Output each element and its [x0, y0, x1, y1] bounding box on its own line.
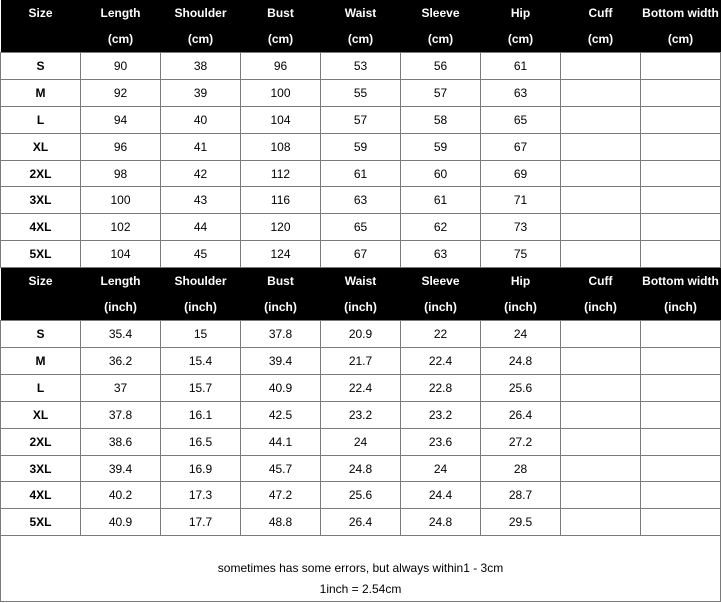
column-unit: (cm)	[161, 26, 241, 53]
size-label: 4XL	[1, 214, 81, 241]
table-cell: 61	[401, 187, 481, 214]
table-cell: 24.8	[481, 348, 561, 375]
column-unit	[1, 26, 81, 53]
table-cell: 23.6	[401, 428, 481, 455]
size-label: 4XL	[1, 482, 81, 509]
size-label: XL	[1, 401, 81, 428]
table-cell	[641, 428, 721, 455]
table-cell: 60	[401, 160, 481, 187]
column-header: Length	[81, 268, 161, 294]
size-label: M	[1, 348, 81, 375]
table-cell	[561, 241, 641, 268]
table-cell: 100	[241, 79, 321, 106]
table-cell: 39	[161, 79, 241, 106]
table-cell: 16.5	[161, 428, 241, 455]
column-header: Bottom width	[641, 268, 721, 294]
size-table-inch	[0, 268, 721, 536]
table-cell: 41	[161, 133, 241, 160]
table-cell: 57	[321, 106, 401, 133]
column-unit: (cm)	[81, 26, 161, 53]
table-row	[1, 455, 721, 482]
table-cell	[641, 401, 721, 428]
table-cell: 24.8	[401, 509, 481, 536]
header-row-names	[1, 268, 721, 294]
column-header: Size	[1, 0, 81, 26]
table-cell: 71	[481, 187, 561, 214]
table-cell: 25.6	[481, 374, 561, 401]
table-cell: 45	[161, 241, 241, 268]
table-cell	[641, 374, 721, 401]
table-cell: 24	[401, 455, 481, 482]
table-cell: 104	[81, 241, 161, 268]
table-cell: 44.1	[241, 428, 321, 455]
table-cell: 27.2	[481, 428, 561, 455]
table-cell	[641, 455, 721, 482]
column-unit: (cm)	[561, 26, 641, 53]
size-label: 3XL	[1, 455, 81, 482]
table-row	[1, 374, 721, 401]
column-header: Bust	[241, 0, 321, 26]
column-header: Size	[1, 268, 81, 294]
size-label: 5XL	[1, 509, 81, 536]
column-header: Shoulder	[161, 268, 241, 294]
table-row	[1, 79, 721, 106]
column-header: Sleeve	[401, 0, 481, 26]
column-unit: (inch)	[241, 294, 321, 321]
table-cell: 48.8	[241, 509, 321, 536]
column-unit: (inch)	[561, 294, 641, 321]
column-unit: (cm)	[481, 26, 561, 53]
table-cell: 15	[161, 321, 241, 348]
table-cell: 25.6	[321, 482, 401, 509]
table-cell	[561, 214, 641, 241]
table-cell: 40.9	[241, 374, 321, 401]
table-cell	[561, 455, 641, 482]
table-cell: 53	[321, 53, 401, 80]
table-cell: 65	[321, 214, 401, 241]
table-cell: 61	[321, 160, 401, 187]
table-cell: 24	[481, 321, 561, 348]
column-unit: (inch)	[161, 294, 241, 321]
table-cell: 75	[481, 241, 561, 268]
table-row	[1, 241, 721, 268]
table-cell: 61	[481, 53, 561, 80]
table-row	[1, 160, 721, 187]
table-cell: 37.8	[241, 321, 321, 348]
size-label: 3XL	[1, 187, 81, 214]
table-cell: 40.9	[81, 509, 161, 536]
table-cell: 38	[161, 53, 241, 80]
table-cell: 16.9	[161, 455, 241, 482]
table-cell: 59	[321, 133, 401, 160]
table-cell: 40.2	[81, 482, 161, 509]
column-header: Waist	[321, 0, 401, 26]
measurement-note	[0, 534, 721, 602]
column-header: Sleeve	[401, 268, 481, 294]
table-cell: 104	[241, 106, 321, 133]
table-cell: 67	[481, 133, 561, 160]
table-row	[1, 214, 721, 241]
table-cell: 62	[401, 214, 481, 241]
table-cell: 94	[81, 106, 161, 133]
table-cell: 17.3	[161, 482, 241, 509]
column-unit: (inch)	[481, 294, 561, 321]
table-cell: 24.4	[401, 482, 481, 509]
table-cell: 44	[161, 214, 241, 241]
table-row	[1, 482, 721, 509]
table-cell: 36.2	[81, 348, 161, 375]
header-row-names	[1, 0, 721, 26]
table-cell	[641, 133, 721, 160]
table-row	[1, 187, 721, 214]
table-cell: 55	[321, 79, 401, 106]
conversion-note: 1inch = 2.54cm	[319, 582, 402, 596]
column-unit	[1, 294, 81, 321]
column-unit: (cm)	[321, 26, 401, 53]
table-cell: 39.4	[241, 348, 321, 375]
table-cell	[641, 79, 721, 106]
table-cell: 116	[241, 187, 321, 214]
table-cell: 59	[401, 133, 481, 160]
table-cell: 63	[481, 79, 561, 106]
table-cell	[641, 187, 721, 214]
table-row	[1, 133, 721, 160]
column-unit: (inch)	[321, 294, 401, 321]
table-cell	[641, 509, 721, 536]
table-row	[1, 428, 721, 455]
table-cell: 58	[401, 106, 481, 133]
table-cell: 56	[401, 53, 481, 80]
table-cell: 42.5	[241, 401, 321, 428]
column-header: Shoulder	[161, 0, 241, 26]
table-cell: 38.6	[81, 428, 161, 455]
column-header: Hip	[481, 0, 561, 26]
column-unit: (cm)	[401, 26, 481, 53]
table-cell: 65	[481, 106, 561, 133]
header-row-units	[1, 26, 721, 53]
table-cell: 37.8	[81, 401, 161, 428]
table-cell: 67	[321, 241, 401, 268]
table-cell: 40	[161, 106, 241, 133]
table-cell: 63	[401, 241, 481, 268]
table-cell	[561, 509, 641, 536]
table-cell: 112	[241, 160, 321, 187]
column-header: Bust	[241, 268, 321, 294]
size-table-cm	[0, 0, 721, 268]
table-cell: 28	[481, 455, 561, 482]
table-cell: 100	[81, 187, 161, 214]
table-cell	[561, 428, 641, 455]
size-label: 5XL	[1, 241, 81, 268]
table-cell	[561, 53, 641, 80]
table-cell: 17.7	[161, 509, 241, 536]
table-cell: 22.8	[401, 374, 481, 401]
size-label: L	[1, 374, 81, 401]
table-cell: 15.4	[161, 348, 241, 375]
column-unit: (cm)	[641, 26, 721, 53]
table-cell	[641, 321, 721, 348]
column-unit: (cm)	[241, 26, 321, 53]
table-cell	[561, 133, 641, 160]
table-cell: 102	[81, 214, 161, 241]
table-cell: 69	[481, 160, 561, 187]
table-cell: 29.5	[481, 509, 561, 536]
table-cell	[561, 401, 641, 428]
size-label: 2XL	[1, 160, 81, 187]
column-header: Waist	[321, 268, 401, 294]
table-cell: 43	[161, 187, 241, 214]
error-note: sometimes has some errors, but always within1 - 3cm	[217, 561, 504, 575]
column-unit: (inch)	[641, 294, 721, 321]
size-label: L	[1, 106, 81, 133]
table-cell: 26.4	[481, 401, 561, 428]
table-cell: 96	[241, 53, 321, 80]
column-unit: (inch)	[81, 294, 161, 321]
table-cell: 28.7	[481, 482, 561, 509]
table-cell: 98	[81, 160, 161, 187]
size-label: 2XL	[1, 428, 81, 455]
table-cell	[561, 79, 641, 106]
table-cell: 47.2	[241, 482, 321, 509]
table-cell	[561, 106, 641, 133]
table-cell: 22	[401, 321, 481, 348]
column-header: Cuff	[561, 268, 641, 294]
table-cell	[641, 53, 721, 80]
table-cell: 63	[321, 187, 401, 214]
table-cell: 23.2	[401, 401, 481, 428]
size-label: S	[1, 321, 81, 348]
table-cell: 23.2	[321, 401, 401, 428]
table-cell: 73	[481, 214, 561, 241]
table-cell: 90	[81, 53, 161, 80]
table-cell: 57	[401, 79, 481, 106]
table-cell: 22.4	[401, 348, 481, 375]
table-cell	[561, 348, 641, 375]
table-cell: 124	[241, 241, 321, 268]
table-row	[1, 106, 721, 133]
column-header: Bottom width	[641, 0, 721, 26]
table-cell	[561, 482, 641, 509]
table-cell	[561, 374, 641, 401]
table-cell: 120	[241, 214, 321, 241]
size-label: S	[1, 53, 81, 80]
table-cell: 22.4	[321, 374, 401, 401]
table-cell: 21.7	[321, 348, 401, 375]
table-row	[1, 321, 721, 348]
table-row	[1, 509, 721, 536]
table-cell: 45.7	[241, 455, 321, 482]
table-cell: 15.7	[161, 374, 241, 401]
table-row	[1, 401, 721, 428]
table-cell	[641, 482, 721, 509]
table-cell: 92	[81, 79, 161, 106]
table-cell: 24	[321, 428, 401, 455]
column-header: Cuff	[561, 0, 641, 26]
table-cell: 42	[161, 160, 241, 187]
table-row	[1, 53, 721, 80]
table-cell	[641, 348, 721, 375]
table-cell	[561, 187, 641, 214]
table-cell: 20.9	[321, 321, 401, 348]
size-label: XL	[1, 133, 81, 160]
table-cell: 16.1	[161, 401, 241, 428]
table-cell: 24.8	[321, 455, 401, 482]
table-cell	[641, 241, 721, 268]
table-row	[1, 348, 721, 375]
header-row-units	[1, 294, 721, 321]
table-cell	[641, 106, 721, 133]
table-cell: 39.4	[81, 455, 161, 482]
table-cell	[561, 321, 641, 348]
size-label: M	[1, 79, 81, 106]
table-cell: 37	[81, 374, 161, 401]
table-cell: 108	[241, 133, 321, 160]
table-cell: 26.4	[321, 509, 401, 536]
column-unit: (inch)	[401, 294, 481, 321]
column-header: Hip	[481, 268, 561, 294]
table-cell	[641, 214, 721, 241]
column-header: Length	[81, 0, 161, 26]
table-cell	[561, 160, 641, 187]
table-cell: 96	[81, 133, 161, 160]
table-cell: 35.4	[81, 321, 161, 348]
table-cell	[641, 160, 721, 187]
